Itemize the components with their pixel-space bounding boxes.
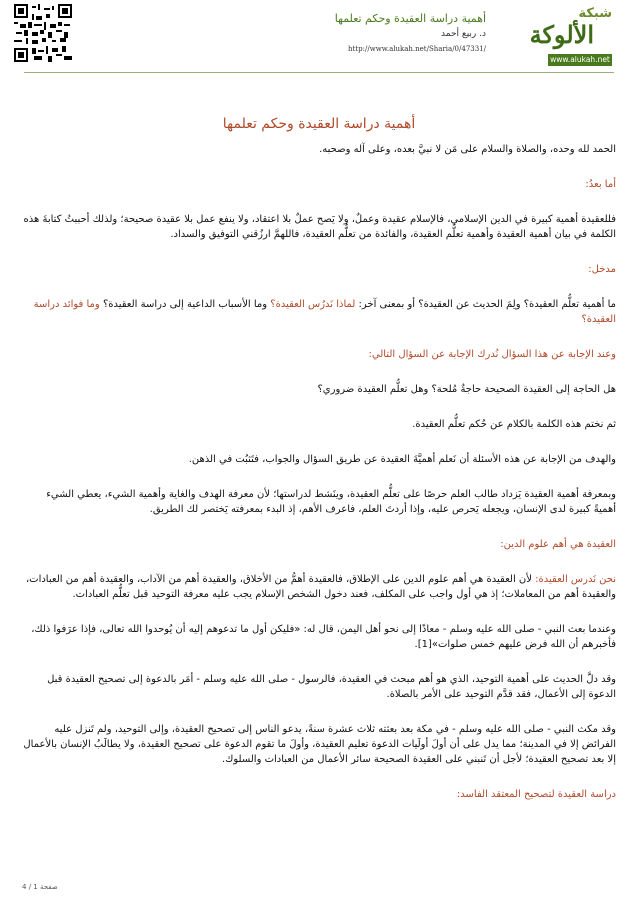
- article-title: أهمية دراسة العقيدة وحكم تعلمها: [222, 116, 416, 132]
- logo-top-text: شبكة: [578, 6, 612, 21]
- header-text: [335, 12, 486, 53]
- page-number: صفحة 1 / 4: [22, 883, 58, 891]
- paragraph: أما بعدُ:: [585, 179, 616, 190]
- paragraph: وقد مكث النبي - صلى الله عليه وسلم - في مكة بعد بعثته ثلاث عشرة سنةً، يدعو الناس إلى تصحيح العقيدة، وإلى التوحيد، ولم تَنزل عليه الفرائض إلا في المدينة؛ مما يدل على أن أولَ أولَيات الدعوة تعليم العقيدة، وأولَ ما تقوم الدعوة على تصحيح العقيدة، ولا يطالَبُ الإنسان بالأعمال إلا بعد تصحيح العقيدة؛ لأجل أن تَنبني على العقيدة الصحيحة سائر الأعمال من العبادات والسلوك.: [23, 724, 616, 765]
- text-span: وما الأسباب الداعية إلى دراسة العقيدة؟: [102, 299, 268, 310]
- section-heading: العقيدة هي أهم علوم الدين:: [500, 539, 616, 550]
- text-span: نحن نَدرس العقيدة:: [535, 574, 616, 585]
- alukah-logo: [500, 4, 612, 66]
- header-title: أهمية دراسة العقيدة وحكم تعلمها: [334, 12, 486, 25]
- header-url[interactable]: http://www.alukah.net/Sharia/0/47331/: [348, 45, 486, 53]
- paragraph: ثم نختم هذه الكلمة بالكلام عن حُكم تعلُّم العقيدة.: [412, 419, 616, 430]
- paragraph: وقد دلَّ الحديث على أهمية التوحيد، الذي هو أهم مبحث في العقيدة، فالرسول - صلى الله عليه وسلم - أمَر بالدعوة إلى تصحيح العقيدة قبل الدعوة إلى الأعمال، فقد قدَّم التوحيد على الأمر بالصلاة.: [47, 674, 616, 700]
- logo-url[interactable]: www.alukah.net: [548, 54, 612, 66]
- paragraph: [22, 297, 616, 327]
- header-divider: [24, 72, 614, 73]
- header-author: د. ربيع أحمد: [441, 29, 486, 39]
- paragraph: [22, 572, 616, 602]
- text-span: ما أهمية تعلُّم العقيدة؟ ولِمَ الحديث عن العقيدة؟ أو بمعنى آخر:: [358, 299, 616, 310]
- paragraph: الحمد لله وحده، والصلاة والسلام على مَن لا نبيَّ بعده، وعلى آله وصحبه.: [319, 144, 616, 155]
- paragraph: فللعقيدة أهمية كبيرة في الدين الإسلامي، فالإسلام عقيدة وعملٌ، ولا يَصح عملٌ بلا اعتقاد، ولا ينفع عمل بلا عقيدة صحيحة؛ ولذلك أحببتُ كتابةَ هذه الكلمة في بيان أهمية العقيدة وأهمية تعلُّم العقيدة، والفائدة من تعلُّم العقيدة، فاللهمَّ ارزُقني التوفيق والسداد.: [23, 214, 616, 240]
- article-body: [22, 142, 616, 822]
- paragraph: هل الحاجة إلى العقيدة الصحيحة حاجةٌ مُلحة؟ وهل تعلُّم العقيدة ضروري؟: [317, 384, 616, 395]
- logo-main-text: الألوكة: [529, 20, 594, 49]
- text-span: لماذا نَدرُس العقيدة؟: [270, 299, 356, 310]
- paragraph: والهدف من الإجابة عن هذه الأسئلة أن نَعلم أهميَّةَ العقيدة عن طريق السؤال والجواب، فتَثبُت في الذهن.: [188, 454, 616, 465]
- section-heading: مدخل:: [588, 264, 616, 275]
- text-span: وما فوائد دراسة العقيدة؟: [33, 299, 616, 325]
- paragraph: وعندما بعث النبي - صلى الله عليه وسلم - معاذًا إلى نحو أهل اليمن، قال له: «فليكن أول ما تدعوهم إليه أن يُوحدوا الله تعالى، فإذا عرَفوا ذلك، فأخبرهم أن الله فرض عليهم خمس صلوات»[1].: [31, 624, 616, 650]
- page-header: [0, 0, 638, 72]
- text-span: لأن العقيدة هي أهم علوم الدين على الإطلاق، فالعقيدة أهمُّ من الأخلاق، والعقيدة أهم من الآداب، والعقيدة أهم من العبادات، والعقيدة أهم من المعاملات؛ إذ هي أول واجب على المكلف، فعند دخول الشخص الإسلام يجب عليه معرفة التوحيد قبل تعلُّم العبادات.: [25, 574, 616, 600]
- section-heading: وعند الإجابة عن هذا السؤال نُدرك الإجابة عن السؤال التالي:: [368, 349, 616, 360]
- qr-code-icon: [14, 4, 72, 62]
- section-heading: دراسة العقيدة لتصحيح المعتقد الفاسد:: [456, 789, 616, 800]
- paragraph: وبمعرفة أهمية العقيدة يَزداد طالب العلم حرصًا على تعلُّم العقيدة، وينَشط لدراستها؛ لأن معرفة الهدف والغاية وأهمية الشيء، يعطي الشيء أهميةً كبيرة لدى الإنسان، ويجعله يَحرص عليه، وإذا أردتَ العلم، فاعرف الأهم، إذ البدء بمعرفته يَختصر لك الطريق.: [46, 489, 616, 515]
